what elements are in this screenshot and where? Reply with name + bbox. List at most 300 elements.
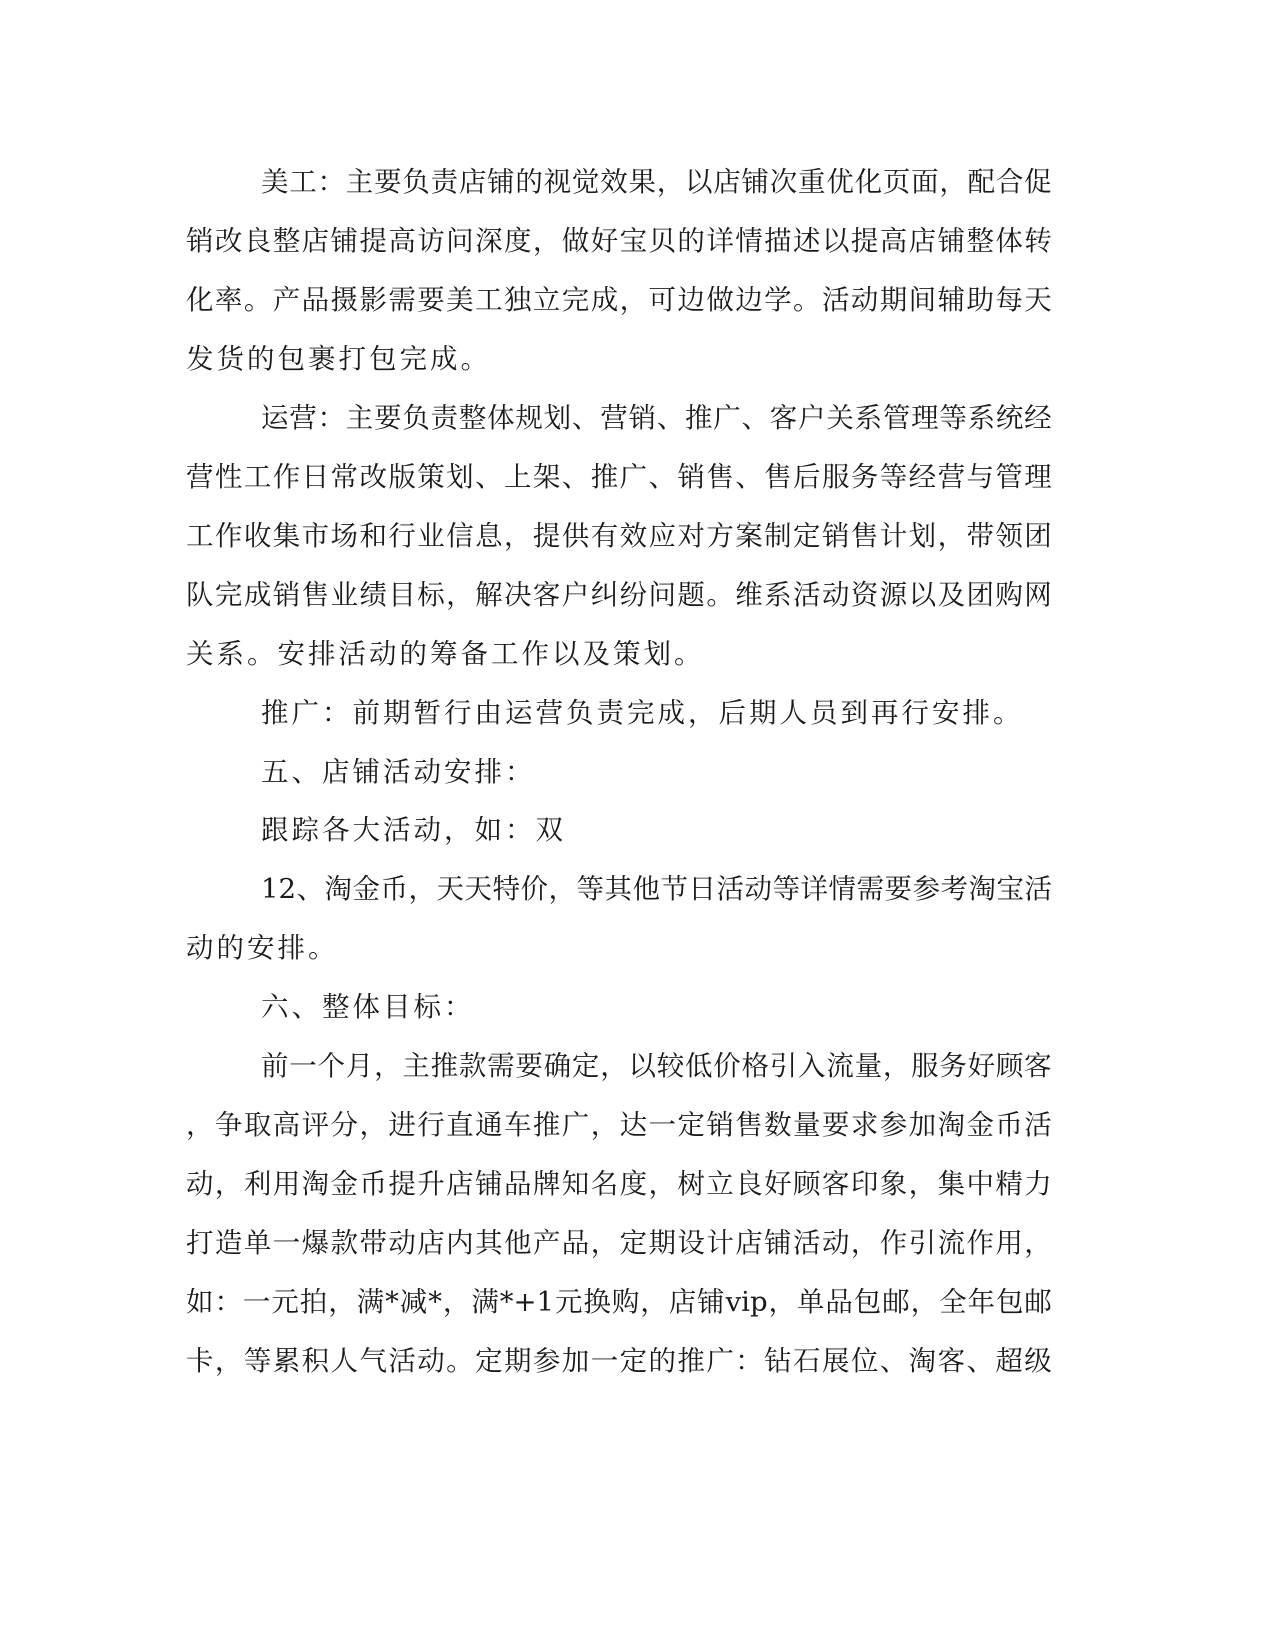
text-glyph: 淘 [908, 1345, 937, 1377]
text-glyph: 推 [684, 402, 713, 434]
text-glyph: 邮 [882, 1286, 910, 1318]
paragraph-goal-line-2 [0, 1105, 1275, 1145]
text-glyph: 内 [446, 1227, 474, 1259]
text-glyph: 可 [648, 284, 676, 316]
text-glyph: 配 [967, 166, 996, 198]
text-glyph: 管 [882, 402, 911, 434]
text-glyph: 常 [330, 461, 359, 493]
text-glyph: 好 [967, 1050, 996, 1082]
text-glyph: 。 [446, 1345, 474, 1377]
text-glyph: 日 [301, 461, 330, 493]
text-glyph: 定 [619, 1345, 648, 1377]
text-glyph: ， [640, 1286, 668, 1318]
text-glyph: 优 [826, 166, 854, 198]
text-glyph: 动 [417, 1345, 445, 1377]
text-glyph: 广 [713, 402, 741, 434]
text-line [186, 221, 1052, 261]
paragraph-goal-line-1 [0, 1046, 1275, 1086]
text-glyph: 述 [793, 225, 821, 257]
text-glyph: 推 [430, 1050, 459, 1082]
text-glyph: 他 [632, 873, 660, 905]
text-glyph: 、 [475, 461, 503, 493]
text-glyph: 活 [1024, 873, 1052, 905]
text-glyph: 量 [854, 1050, 883, 1082]
text-glyph: ， [328, 1286, 356, 1318]
text-glyph: ， [186, 1109, 214, 1141]
text-glyph: 铺 [741, 166, 770, 198]
text-glyph: 维 [735, 579, 763, 611]
paragraph-yunying-line-4 [0, 575, 1275, 615]
text-glyph: 带 [966, 520, 994, 552]
text-glyph: 淘 [301, 1168, 330, 1200]
text-glyph: 营 [600, 402, 628, 434]
text-glyph: 店 [301, 225, 330, 257]
text-glyph: 品 [561, 1227, 590, 1259]
text-glyph: 促 [1024, 166, 1052, 198]
text-glyph: 其 [475, 1227, 503, 1259]
text-glyph: ， [214, 1345, 243, 1377]
text-glyph: 拍 [299, 1286, 328, 1318]
text-glyph: 换 [583, 1286, 611, 1318]
text-glyph: 业 [330, 579, 359, 611]
text-glyph: 经 [1024, 402, 1052, 434]
text-glyph: 卡 [186, 1345, 214, 1377]
text-glyph: ， [590, 1227, 619, 1259]
text-glyph: 信 [446, 520, 474, 552]
text-glyph: 参 [912, 873, 940, 905]
text-glyph: 化 [854, 166, 883, 198]
text-glyph: 规 [515, 402, 543, 434]
text-glyph: 系 [764, 579, 792, 611]
text-glyph: 果 [628, 166, 656, 198]
text-glyph: 满 [471, 1286, 499, 1318]
text-glyph: 销 [821, 520, 850, 552]
text-glyph: 业 [417, 520, 445, 552]
text-glyph: ， [656, 166, 685, 198]
text-glyph: 店 [735, 1227, 763, 1259]
text-glyph: 访 [417, 225, 445, 257]
text-glyph: 、 [648, 461, 676, 493]
text-glyph: 名 [590, 1168, 619, 1200]
text-glyph: 定 [475, 1345, 503, 1377]
text-glyph: 单 [243, 1227, 272, 1259]
text-glyph: 销 [272, 579, 301, 611]
text-glyph: 铺 [764, 1227, 792, 1259]
text-glyph: 题 [677, 579, 705, 611]
text-glyph: 、 [571, 402, 600, 434]
text-glyph: 责 [430, 402, 459, 434]
text-glyph: 活 [793, 579, 821, 611]
text-glyph: 升 [417, 1168, 445, 1200]
text-line [186, 280, 1052, 320]
text-glyph: ， [548, 873, 576, 905]
text-glyph: 年 [967, 1286, 996, 1318]
text-glyph: 立 [532, 284, 561, 316]
text-glyph: 主 [345, 402, 374, 434]
text-glyph: 品 [825, 1286, 853, 1318]
text-glyph: 、 [879, 1345, 908, 1377]
text-glyph: 转 [1024, 225, 1052, 257]
text-glyph: 营 [186, 461, 214, 493]
text-line: 推广：前期暂行由运营负责完成，后期人员到再行安排。 [261, 697, 1024, 729]
text-glyph: 包 [853, 1286, 882, 1318]
text-glyph: 整 [272, 225, 301, 257]
text-glyph: 行 [388, 520, 416, 552]
text-line [261, 869, 1052, 909]
text-glyph: 销 [186, 225, 214, 257]
text-glyph: 全 [939, 1286, 967, 1318]
text-glyph: 成 [590, 284, 619, 316]
text-glyph: 、 [656, 402, 685, 434]
text-line [261, 398, 1052, 438]
text-line [186, 1164, 1052, 1204]
text-glyph: 动 [186, 1168, 214, 1200]
text-glyph: ， [532, 225, 561, 257]
text-glyph: 广 [619, 461, 648, 493]
text-glyph: 币 [359, 1168, 387, 1200]
text-glyph: 经 [908, 461, 937, 493]
text-line: 五、店铺活动安排： [261, 756, 536, 788]
text-glyph: 动 [821, 1227, 850, 1259]
text-glyph: 累 [272, 1345, 301, 1377]
text-glyph: 边 [677, 284, 705, 316]
text-line [261, 162, 1052, 202]
text-glyph: 邮 [1024, 1286, 1052, 1318]
text-glyph: 负 [402, 402, 430, 434]
paragraph-meigong-line-3 [0, 280, 1275, 320]
text-glyph: ， [908, 1168, 937, 1200]
text-glyph: *+1 [499, 1286, 555, 1318]
text-glyph: 行 [417, 1109, 445, 1141]
text-glyph: 效 [619, 520, 648, 552]
text-glyph: 市 [301, 520, 330, 552]
text-glyph: 流 [937, 1227, 966, 1259]
text-glyph: 后 [793, 461, 821, 493]
text-glyph: 版 [388, 461, 416, 493]
text-glyph: 石 [793, 1345, 821, 1377]
text-glyph: 店 [713, 166, 741, 198]
text-glyph: 格 [741, 1050, 770, 1082]
text-glyph: 加 [908, 1109, 937, 1141]
text-glyph: 网 [1024, 579, 1052, 611]
text-glyph: 页 [882, 166, 911, 198]
text-line: 动的安排。 [186, 932, 339, 964]
text-glyph: ， [1024, 1227, 1052, 1259]
text-glyph: vip [725, 1286, 768, 1318]
text-glyph: 要 [417, 284, 445, 316]
text-glyph: 边 [735, 284, 763, 316]
text-glyph: 、 [561, 461, 590, 493]
text-glyph: 高 [272, 1109, 301, 1141]
text-glyph: ： [317, 402, 346, 434]
text-glyph: 节 [660, 873, 688, 905]
text-glyph: 前 [261, 1050, 289, 1082]
text-glyph: 作 [214, 520, 243, 552]
text-line [186, 1223, 1052, 1263]
text-glyph: 推 [532, 1109, 561, 1141]
text-glyph: 户 [561, 579, 590, 611]
text-glyph: 美 [446, 284, 474, 316]
text-glyph: 以 [684, 166, 713, 198]
text-glyph: 币 [995, 1109, 1023, 1141]
text-glyph: 等 [243, 1345, 272, 1377]
text-glyph: 象 [879, 1168, 908, 1200]
text-glyph: 提 [388, 1168, 416, 1200]
text-glyph: 上 [503, 461, 532, 493]
text-glyph: 动 [821, 579, 850, 611]
text-glyph: 广 [561, 1109, 590, 1141]
paragraph-yunying-line-1 [0, 398, 1275, 438]
text-glyph: 设 [677, 1227, 705, 1259]
text-glyph: 店 [458, 166, 487, 198]
text-glyph: 以 [628, 1050, 656, 1082]
text-glyph: 动 [850, 284, 879, 316]
text-glyph: 进 [388, 1109, 416, 1141]
paragraph-goal-line-4 [0, 1223, 1275, 1263]
text-glyph: 主 [345, 166, 374, 198]
text-glyph: 务 [850, 461, 879, 493]
text-glyph: 确 [543, 1050, 572, 1082]
text-glyph: 特 [492, 873, 520, 905]
text-glyph: 完 [214, 579, 243, 611]
text-glyph: 化 [186, 284, 214, 316]
text-glyph: 问 [446, 225, 474, 257]
text-glyph: 定 [619, 1227, 648, 1259]
text-glyph: 如 [186, 1286, 214, 1318]
text-glyph: 一 [289, 1050, 317, 1082]
text-glyph: 。 [793, 284, 821, 316]
text-glyph: 绩 [359, 579, 387, 611]
text-glyph: 引 [769, 1050, 798, 1082]
text-glyph: 案 [735, 520, 763, 552]
text-glyph: 效 [600, 166, 628, 198]
paragraph-track-activities [0, 810, 1275, 850]
text-glyph: 纷 [619, 579, 648, 611]
text-glyph: 要 [821, 1109, 850, 1141]
text-glyph: 减 [399, 1286, 428, 1318]
text-glyph: 活 [716, 873, 744, 905]
text-glyph: 分 [330, 1109, 359, 1141]
text-line [186, 1282, 1052, 1322]
text-glyph: 通 [475, 1109, 503, 1141]
paragraph-goal-line-3 [0, 1164, 1275, 1204]
text-glyph: 架 [532, 461, 561, 493]
text-glyph: 良 [735, 1168, 763, 1200]
text-glyph: 引 [908, 1227, 937, 1259]
paragraph-meigong-line-2 [0, 221, 1275, 261]
text-glyph: 情 [735, 225, 763, 257]
text-glyph: 管 [995, 461, 1023, 493]
text-glyph: 领 [995, 520, 1023, 552]
text-glyph: 店 [417, 1227, 445, 1259]
text-glyph: 天 [1024, 284, 1052, 316]
text-glyph: 满 [356, 1286, 385, 1318]
text-glyph: 成 [243, 579, 272, 611]
text-glyph: 务 [939, 1050, 967, 1082]
text-glyph: 及 [937, 579, 966, 611]
text-glyph: ： [735, 1345, 763, 1377]
text-glyph: 期 [879, 284, 908, 316]
text-glyph: 加 [561, 1345, 590, 1377]
text-glyph: ， [359, 1109, 387, 1141]
text-glyph: 日 [688, 873, 716, 905]
text-line [186, 1341, 1052, 1381]
text-glyph: 的 [648, 1345, 676, 1377]
text-glyph: 以 [908, 579, 937, 611]
text-glyph: 定 [571, 1050, 600, 1082]
text-glyph: 。 [243, 284, 272, 316]
text-glyph: 收 [243, 520, 272, 552]
text-glyph: 需 [856, 873, 884, 905]
text-glyph: 团 [1024, 520, 1052, 552]
text-glyph: 爆 [301, 1227, 330, 1259]
text-glyph: 计 [706, 1227, 734, 1259]
text-glyph: 数 [764, 1109, 792, 1141]
text-glyph: 其 [604, 873, 632, 905]
text-glyph: 评 [301, 1109, 330, 1141]
text-glyph: 服 [821, 461, 850, 493]
text-glyph: 划 [908, 520, 937, 552]
text-glyph: 要 [374, 166, 402, 198]
text-glyph: ， [503, 520, 532, 552]
text-line [261, 1046, 1052, 1086]
text-glyph: 做 [706, 284, 734, 316]
text-glyph: 制 [764, 520, 792, 552]
text-glyph: 带 [359, 1227, 387, 1259]
text-glyph: 活 [1024, 1109, 1052, 1141]
text-glyph: 助 [966, 284, 994, 316]
text-glyph: 贝 [648, 225, 676, 257]
text-glyph: 以 [821, 225, 850, 257]
text-glyph: 客 [821, 1168, 850, 1200]
text-glyph: 活 [388, 1345, 416, 1377]
text-glyph: 作 [966, 1227, 994, 1259]
text-glyph: 人 [330, 1345, 359, 1377]
text-line: 跟踪各大活动，如：双 [261, 814, 566, 846]
text-glyph: 元 [554, 1286, 583, 1318]
text-glyph: 争 [214, 1109, 243, 1141]
text-glyph: ， [937, 520, 966, 552]
text-glyph: 做 [561, 225, 590, 257]
text-glyph: 作 [272, 461, 301, 493]
text-glyph: 金 [330, 1168, 359, 1200]
text-glyph: 作 [879, 1227, 908, 1259]
text-glyph: 辅 [937, 284, 966, 316]
text-glyph: 有 [590, 520, 619, 552]
text-glyph: 源 [879, 579, 908, 611]
text-glyph: 息 [475, 520, 503, 552]
paragraph-meigong-line-4 [0, 339, 1275, 379]
text-glyph: 详 [706, 225, 734, 257]
text-glyph: 利 [243, 1168, 272, 1200]
text-glyph: 责 [430, 166, 459, 198]
text-glyph: 良 [243, 225, 272, 257]
text-glyph: 体 [995, 225, 1023, 257]
text-glyph: 款 [458, 1050, 487, 1082]
text-glyph: 率 [214, 284, 243, 316]
text-glyph: 每 [995, 284, 1023, 316]
text-glyph: 要 [884, 873, 912, 905]
text-glyph: 立 [706, 1168, 734, 1200]
text-glyph: 他 [503, 1227, 532, 1259]
text-line: 六、整体目标： [261, 991, 475, 1023]
text-glyph: 产 [532, 1227, 561, 1259]
text-glyph: ， [590, 1109, 619, 1141]
text-glyph: 体 [487, 402, 515, 434]
text-glyph: 店 [908, 225, 937, 257]
text-glyph: 打 [186, 1227, 214, 1259]
text-glyph: 12 [261, 873, 296, 905]
text-glyph: 个 [317, 1050, 346, 1082]
text-glyph: 间 [908, 284, 937, 316]
text-glyph: ， [939, 166, 967, 198]
text-glyph: 提 [532, 520, 561, 552]
text-glyph: 活 [793, 1227, 821, 1259]
text-line [186, 516, 1052, 556]
text-glyph: 深 [475, 225, 503, 257]
text-glyph: 一 [242, 1286, 271, 1318]
text-glyph: 纠 [590, 579, 619, 611]
text-glyph: 造 [214, 1227, 243, 1259]
text-glyph: 推 [590, 461, 619, 493]
text-glyph: 售 [706, 461, 734, 493]
text-glyph: 、 [296, 873, 324, 905]
text-glyph: 描 [764, 225, 792, 257]
text-glyph: 好 [590, 225, 619, 257]
text-glyph: 气 [359, 1345, 387, 1377]
text-glyph: 活 [821, 284, 850, 316]
text-glyph: 度 [503, 225, 532, 257]
text-glyph: 队 [186, 579, 214, 611]
text-glyph: 工 [289, 166, 317, 198]
text-glyph: 。 [706, 579, 734, 611]
text-glyph: 较 [656, 1050, 685, 1082]
text-glyph: 、 [966, 1345, 994, 1377]
text-glyph: 定 [793, 520, 821, 552]
text-glyph: 销 [628, 402, 656, 434]
text-glyph: 购 [611, 1286, 640, 1318]
text-glyph: 决 [503, 579, 532, 611]
text-glyph: 价 [713, 1050, 741, 1082]
text-glyph: 标 [417, 579, 445, 611]
text-glyph: 顾 [793, 1168, 821, 1200]
text-glyph: 完 [561, 284, 590, 316]
text-glyph: 推 [677, 1345, 705, 1377]
text-glyph: 天 [436, 873, 464, 905]
text-glyph: 工 [186, 520, 214, 552]
text-glyph: 的 [515, 166, 543, 198]
text-line [186, 1105, 1052, 1145]
text-glyph: ： [317, 166, 346, 198]
text-glyph: 车 [503, 1109, 532, 1141]
text-glyph: 集 [272, 520, 301, 552]
text-glyph: 价 [520, 873, 548, 905]
text-glyph: 策 [417, 461, 445, 493]
text-line [186, 575, 1052, 615]
text-glyph: 级 [1024, 1345, 1052, 1377]
text-glyph: ， [648, 1168, 676, 1200]
text-glyph: 单 [796, 1286, 825, 1318]
text-glyph: 售 [850, 520, 879, 552]
text-glyph: 系 [854, 402, 883, 434]
text-glyph: 高 [879, 225, 908, 257]
text-glyph: 度 [619, 1168, 648, 1200]
text-glyph: 参 [532, 1345, 561, 1377]
text-glyph: 达 [619, 1109, 648, 1141]
text-glyph: 理 [1024, 461, 1052, 493]
text-glyph: 提 [850, 225, 879, 257]
text-glyph: 购 [995, 579, 1023, 611]
